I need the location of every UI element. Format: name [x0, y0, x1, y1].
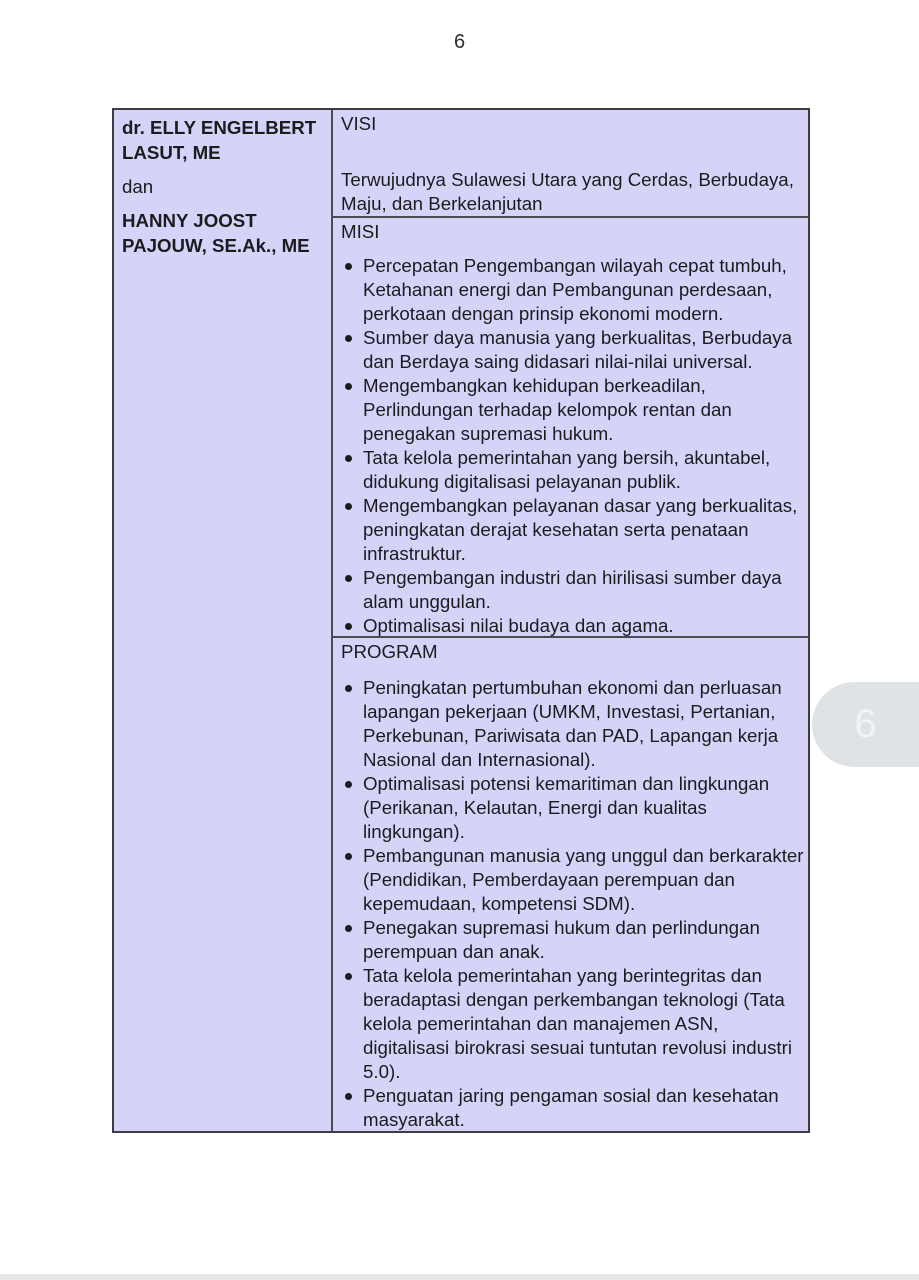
list-item: Penegakan supremasi hukum dan perlindungan perempuan dan anak.: [341, 916, 804, 964]
list-item: Mengembangkan kehidupan berkeadilan, Perlindungan terhadap kelompok rentan dan penegakan supremasi hukum.: [341, 374, 804, 446]
misi-list: [341, 254, 804, 638]
list-item: Pengembangan industri dan hirilisasi sumber daya alam unggulan.: [341, 566, 804, 614]
list-item: Mengembangkan pelayanan dasar yang berkualitas, peningkatan derajat kesehatan serta penataan infrastruktur.: [341, 494, 804, 566]
list-item: Peningkatan pertumbuhan ekonomi dan perluasan lapangan pekerjaan (UMKM, Investasi, Pertanian, Perkebunan, Pariwisata dan PAD, Lapangan kerja Nasional dan Internasional).: [341, 676, 804, 772]
program-section: [333, 638, 808, 1132]
vision-mission-column: [333, 110, 808, 1131]
candidate-name-1: dr. ELLY ENGELBERT LASUT, ME: [122, 117, 317, 163]
bullet-icon: [341, 844, 363, 916]
candidate-connector: dan: [122, 176, 154, 197]
program-header: PROGRAM: [341, 641, 438, 662]
misi-header: MISI: [341, 221, 380, 242]
list-item: Optimalisasi potensi kemaritiman dan lingkungan (Perikanan, Kelautan, Energi dan kualitas lingkungan).: [341, 772, 804, 844]
bullet-icon: [341, 614, 363, 638]
page-indicator-tab[interactable]: [812, 682, 919, 767]
misi-section: [333, 218, 808, 638]
candidate-names-cell: [114, 110, 333, 1131]
visi-header: VISI: [341, 113, 377, 134]
bullet-icon: [341, 374, 363, 446]
list-item: Optimalisasi nilai budaya dan agama.: [341, 614, 804, 638]
bullet-icon: [341, 326, 363, 374]
page-number: 6: [453, 31, 466, 53]
bullet-icon: [341, 772, 363, 844]
list-item: Tata kelola pemerintahan yang bersih, akuntabel, didukung digitalisasi pelayanan publik.: [341, 446, 804, 494]
bullet-icon: [341, 566, 363, 614]
bullet-icon: [341, 1084, 363, 1132]
candidate-name-2: HANNY JOOST PAJOUW, SE.Ak., ME: [122, 210, 310, 256]
bullet-icon: [341, 446, 363, 494]
list-item: Tata kelola pemerintahan yang berintegritas dan beradaptasi dengan perkembangan teknologi (Tata kelola pemerintahan dan manajemen ASN, digitalisasi birokrasi sesuai tuntutan revolusi industri 5.0).: [341, 964, 804, 1084]
page-indicator-label: 6: [854, 702, 877, 746]
bottom-bar: [0, 1274, 919, 1280]
visi-section: [333, 110, 808, 218]
bullet-icon: [341, 964, 363, 1084]
bullet-icon: [341, 254, 363, 326]
visi-text: Terwujudnya Sulawesi Utara yang Cerdas, Berbudaya, Maju, dan Berkelanjutan: [341, 169, 794, 214]
list-item: Penguatan jaring pengaman sosial dan kesehatan masyarakat.: [341, 1084, 804, 1132]
candidate-vision-table: [112, 108, 810, 1133]
bullet-icon: [341, 676, 363, 772]
list-item: Percepatan Pengembangan wilayah cepat tumbuh, Ketahanan energi dan Pembangunan perdesaan, perkotaan dengan prinsip ekonomi modern.: [341, 254, 804, 326]
bullet-icon: [341, 916, 363, 964]
bullet-icon: [341, 494, 363, 566]
list-item: Sumber daya manusia yang berkualitas, Berbudaya dan Berdaya saing didasari nilai-nilai universal.: [341, 326, 804, 374]
list-item: Pembangunan manusia yang unggul dan berkarakter (Pendidikan, Pemberdayaan perempuan dan kepemudaan, kompetensi SDM).: [341, 844, 804, 916]
program-list: [341, 676, 804, 1132]
